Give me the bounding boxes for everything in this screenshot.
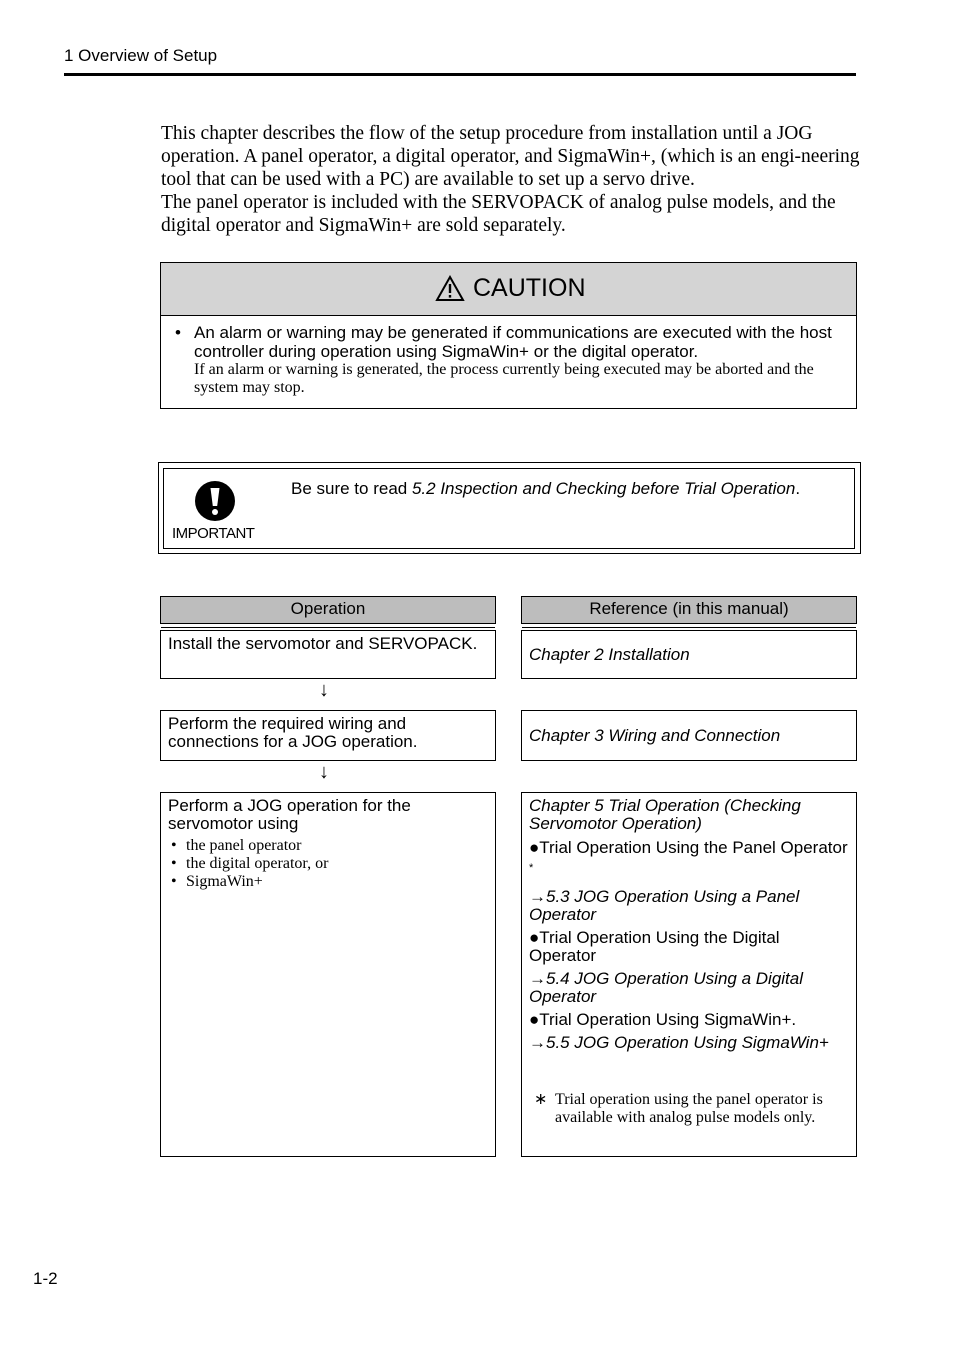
ref-item-sigmawin: ●Trial Operation Using SigmaWin+.: [529, 1009, 797, 1029]
important-text: [291, 479, 800, 499]
warning-triangle-icon: [435, 275, 465, 302]
footnote: [534, 1091, 854, 1127]
caution-body: [175, 323, 845, 397]
reference-column-header: Reference (in this manual): [521, 596, 857, 624]
operator-options-list: [168, 837, 488, 891]
important-reference: 5.2 Inspection and Checking before Trial Operation: [411, 479, 796, 498]
important-exclamation-icon: [194, 480, 236, 522]
caution-header: [161, 263, 856, 316]
important-box-inner: [163, 468, 855, 549]
important-text-prefix: Be sure to read: [291, 479, 412, 498]
footnote-marker: *: [529, 862, 534, 874]
step-3-operation-text: Perform a JOG operation for the servomotor using: [168, 796, 411, 833]
step-2-reference: Chapter 3 Wiring and Connection: [521, 710, 857, 761]
list-item: • the digital operator, or: [171, 855, 329, 872]
step-3-reference: [521, 792, 857, 1157]
caution-item: [175, 323, 845, 361]
chapter-header: 1 Overview of Setup: [64, 46, 218, 65]
step-3-operation: [160, 792, 496, 1157]
caution-title-text: CAUTION: [473, 274, 586, 302]
flow-arrow-2: ↓: [319, 761, 329, 783]
caution-title: [435, 274, 586, 303]
footnote-mark: ∗: [534, 1091, 548, 1108]
important-box: [158, 462, 861, 554]
intro-text: [161, 122, 861, 237]
step-1-reference: Chapter 2 Installation: [521, 630, 857, 679]
important-label: IMPORTANT: [172, 525, 255, 542]
ref-item-panel-operator: ●Trial Operation Using the Panel Operator *: [529, 838, 848, 874]
important-text-suffix: .: [795, 479, 801, 498]
ref-link-5-3: →5.3 JOG Operation Using a Panel Operator: [529, 886, 800, 924]
page-number: 1-2: [33, 1269, 58, 1288]
ref-link-5-5: →5.5 JOG Operation Using SigmaWin+: [529, 1032, 829, 1052]
bullet: •: [175, 323, 181, 342]
flow-arrow-1: ↓: [319, 679, 329, 701]
step-1-operation: Install the servomotor and SERVOPACK.: [160, 630, 496, 679]
step-3-reference-title: Chapter 5 Trial Operation (Checking Servomotor Operation): [529, 796, 801, 833]
header-rule: [64, 73, 856, 76]
intro-paragraph-1: This chapter describes the flow of the setup procedure from installation until a JOG operation. A panel operator, a digital operator, and SigmaWin+, (which is an engi-neering tool that can be used with a PC) are available to set up a servo drive.: [161, 123, 860, 190]
operation-column-header: Operation: [160, 596, 496, 624]
intro-paragraph-2: The panel operator is included with the SERVOPACK of analog pulse models, and the digital operator and SigmaWin+ are sold separately.: [161, 192, 836, 236]
list-item: • SigmaWin+: [171, 873, 263, 890]
caution-item-main: An alarm or warning may be generated if communications are executed with the host controller during operation using SigmaWin+ or the digital operator.: [194, 323, 832, 361]
ref-link-5-4: →5.4 JOG Operation Using a Digital Operator: [529, 968, 804, 1006]
caution-box: [160, 262, 857, 409]
ref-item-digital-operator: ●Trial Operation Using the Digital Operator: [529, 927, 780, 965]
caution-item-sub: If an alarm or warning is generated, the process currently being executed may be aborted and the system may stop.: [194, 361, 814, 396]
list-item: • the panel operator: [171, 837, 302, 854]
footnote-text: Trial operation using the panel operator is available with analog pulse models only.: [555, 1091, 823, 1126]
step-2-operation: Perform the required wiring and connections for a JOG operation.: [160, 710, 496, 761]
